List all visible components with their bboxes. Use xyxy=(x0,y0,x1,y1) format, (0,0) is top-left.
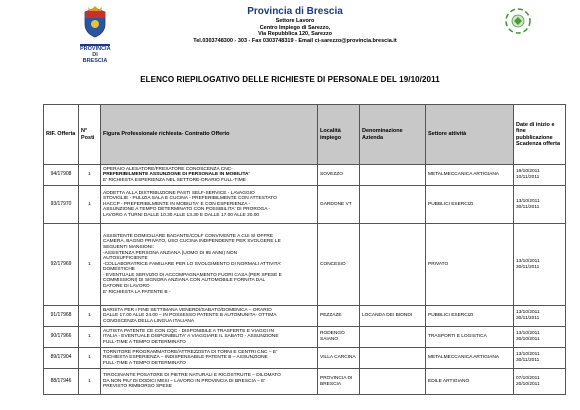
cell-localita: PROVINCIA DI BRESCIA xyxy=(318,369,360,395)
description-line: RICHIESTA ESPERIENZA – INDISPENSABILE PATENTE B – ASSUNZIONE xyxy=(103,355,268,361)
date-end: 30/11/2011 xyxy=(516,264,540,270)
cell-rif: 88/17946 xyxy=(44,369,79,395)
cell-date xyxy=(514,224,566,306)
cell-azienda xyxy=(360,327,426,348)
cell-localita: SOVEZZO xyxy=(318,165,360,186)
description-line: DOMESTICHE xyxy=(103,267,135,273)
date-start: 19/10/2011 xyxy=(516,169,540,175)
logo-text: PROVINCIA DI BRESCIA xyxy=(80,46,111,64)
description-line: SEGUENTI MANSIONI: xyxy=(103,244,154,250)
cell-date xyxy=(514,348,566,369)
cell-figura xyxy=(101,165,318,186)
description-line: TIROCINANTE POSATORE DI PIETRE NATURALI E RICOSTRUITE – DILOMATO xyxy=(103,373,281,379)
table-row xyxy=(44,369,566,395)
description-line: ADDETTA ALLA DISTRIBUZIONE PASTI SELF-SERVICE - LAVAGGIO xyxy=(103,190,255,196)
coat-of-arms-icon xyxy=(82,6,108,38)
description-line: ITALIA - EVENTUALE DISPONIBILITA' A VIAGGIARE IL SABATO - ASSUNZIONE xyxy=(103,334,279,340)
cell-azienda xyxy=(360,369,426,395)
description-line: - EVENTUALE SERVIZIO DI ACCOMPAGNAMENTO FUORI CASA (PER SPESE E xyxy=(103,272,282,278)
date-end: 20/10/2011 xyxy=(516,381,540,387)
cell-rif: 94/17908 xyxy=(44,165,79,186)
date-start: 13/10/2011 xyxy=(516,310,540,316)
cell-posti: 1 xyxy=(79,224,101,306)
date-end: 30/10/2011 xyxy=(516,337,540,342)
date-end: 30/11/2011 xyxy=(516,358,540,363)
date-start: 13/10/2011 xyxy=(516,258,540,264)
description-line: OPERAIO ALESATORE/FRESATORE CONOSCENZA CNC- xyxy=(103,166,233,172)
cell-rif: 91/17968 xyxy=(44,306,79,327)
cell-posti: 1 xyxy=(79,369,101,395)
description-line: -ASSISTENZA PERSONA ANZIANA (UOMO DI 85 ANNI) NON xyxy=(103,250,238,256)
cell-rif: 89/17904 xyxy=(44,348,79,369)
table-row xyxy=(44,186,566,224)
description-line: ASSISTENTE DOMICILIARE BADANTE/COLF CONVIVENTE A CUI SI OFFRE xyxy=(103,233,274,239)
cell-azienda xyxy=(360,165,426,186)
cell-posti: 1 xyxy=(79,186,101,224)
cell-settore: PRIVATO xyxy=(426,224,514,306)
table-row xyxy=(44,348,566,369)
header-date: Date di inizio e fine pubblicazione Scadenza offerta xyxy=(514,105,566,165)
table-row xyxy=(44,224,566,306)
description-line: CAMERA, BAGNO PRIVATO, USO CUCINA INDIPENDENTE PER SVOLGERE LE xyxy=(103,239,281,245)
description-line: STOVIGLIE - PULIZIA SALA E CUCINA - PREFERIBILMENTE CON ATTESTATO xyxy=(103,196,277,202)
sector-name: Settore Lavoro xyxy=(275,18,315,24)
cell-posti: 1 xyxy=(79,165,101,186)
cell-figura xyxy=(101,348,318,369)
cell-settore: PUBBLICI ESERCIZI xyxy=(426,186,514,224)
date-start: 07/10/2011 xyxy=(516,375,540,381)
cell-date xyxy=(514,186,566,224)
description-line: LAVORO A TURNI DALLE 10.30 ALLE 13.30 E DALLE 17.00 ALLE 20.00 xyxy=(103,212,260,218)
cell-localita: VILLA CARCINA xyxy=(318,348,360,369)
document-title: ELENCO RIEPILOGATIVO DELLE RICHIESTE DI PERSONALE DEL 19/10/2011 xyxy=(140,75,440,84)
description-line: FULL-TIME A TEMPO DETERMINATO xyxy=(103,339,186,345)
date-end: 30/11/2011 xyxy=(516,204,540,210)
description-line: PREFERIBILMENTE ASSUNZIONE DI PERSONALE IN MOBILITA' xyxy=(103,172,250,178)
date-start: 13/10/2011 xyxy=(516,331,540,337)
table-header-row xyxy=(44,105,566,165)
table-row xyxy=(44,165,566,186)
cell-date xyxy=(514,327,566,348)
center-name: Centro Impiego di Sarezzo, xyxy=(259,24,331,31)
header-figura: Figura Professionale richiesta- Contratto Offerto xyxy=(101,105,318,165)
description-line: TORNITORE PROGRAMMATORE/ATTREZZISTA DI TORNI E CENTRI CNC – E' xyxy=(103,349,277,355)
date-start: 13/10/2011 xyxy=(516,352,540,358)
description-line: DA NON PIU' DI DODICI MESI – LAVORO IN PROVINCIA DI BRESCIA – E' xyxy=(103,378,266,384)
description-line: E' RICHIESTA ESPERIENZA NEL SETTORE-ORARIO FULL-TIME xyxy=(103,177,246,183)
date-end: 30/11/2011 xyxy=(516,316,540,321)
cell-posti: 1 xyxy=(79,306,101,327)
cell-settore: EDILE ARTIGIANO xyxy=(426,369,514,395)
table-row xyxy=(44,306,566,327)
partner-logo-icon xyxy=(500,6,536,36)
cell-localita: CONCESIO xyxy=(318,224,360,306)
header-posti: N° Posti xyxy=(79,105,101,165)
description-line: AUTOSUFFICIENTE xyxy=(103,256,148,262)
cell-localita: RODENGO SAIANO xyxy=(318,327,360,348)
description-line: ASSUNZIONE A TEMPO DETERMINATO CON POSSIBILITA' DI PROROGA - xyxy=(103,207,271,213)
center-address: Via Repubblica 120, Sarezzo xyxy=(258,31,332,38)
cell-figura xyxy=(101,306,318,327)
cell-rif: 90/17966 xyxy=(44,327,79,348)
date-start: 13/10/2011 xyxy=(516,198,540,204)
cell-settore: METALMECCANICA ARTIGIANA xyxy=(426,165,514,186)
header-azienda: Denominazione Azienda xyxy=(360,105,426,165)
cell-rif: 93/17970 xyxy=(44,186,79,224)
cell-date xyxy=(514,369,566,395)
description-line: DATORE DI LAVORO xyxy=(103,284,150,290)
cell-figura xyxy=(101,224,318,306)
description-line: E' RICHIESTA LA PATENTE B - xyxy=(103,289,171,295)
date-end: 10/11/2011 xyxy=(516,175,540,180)
province-logo xyxy=(80,6,110,64)
cell-rif: 92/17969 xyxy=(44,224,79,306)
cell-posti: 1 xyxy=(79,327,101,348)
description-line: AUTISTA PATENTE CE CON CQC - DISPONIBILE A TRASFERTE E VIAGGI IN xyxy=(103,328,274,334)
cell-figura xyxy=(101,186,318,224)
contact-info: Tel.0303748300 - 303 - Fax 0303748319 - Email ci-sarezzo@provincia.brescia.it xyxy=(193,37,397,44)
table-row xyxy=(44,327,566,348)
province-name: Provincia di Brescia xyxy=(247,6,343,17)
cell-localita: GARDONE VT xyxy=(318,186,360,224)
description-line: -COLLABORATRICE FAMILIARE PER LO SVOLGIMENTO DI NORMALI ATTIVITA' xyxy=(103,261,282,267)
cell-azienda xyxy=(360,224,426,306)
cell-azienda: LOCANDA DEI BIONDI xyxy=(360,306,426,327)
header-localita: Località impiego xyxy=(318,105,360,165)
description-line: DALLE 17.00 ALLE 24.00 – IN POSSESSO PATENTE B AUTOMUNITA- OTTIMA xyxy=(103,313,277,319)
cell-settore: TRASPORTI E LOGISTICA xyxy=(426,327,514,348)
cell-figura xyxy=(101,327,318,348)
cell-settore: METALMECCANICA ARTIGIANA xyxy=(426,348,514,369)
header-rif: RIF. Offerta xyxy=(44,105,79,165)
description-line: PREVISTO RIMBORSO SPESE xyxy=(103,384,172,390)
description-line: BARISTA PER I FINE SETTIMANA VENERDI/SABATO/DOMENICA – ORARIO xyxy=(103,307,272,313)
cell-posti: 1 xyxy=(79,348,101,369)
cell-date xyxy=(514,306,566,327)
job-offers-table xyxy=(43,104,566,395)
cell-settore: PUBBLICI ESERCIZI xyxy=(426,306,514,327)
description-line: FULL-TIME A TEMPO DETERMINATO xyxy=(103,360,186,366)
cell-azienda xyxy=(360,348,426,369)
header-settore: Settore attività xyxy=(426,105,514,165)
cell-localita: PEZZAZE xyxy=(318,306,360,327)
cell-azienda xyxy=(360,186,426,224)
document-header xyxy=(150,6,440,44)
cell-figura xyxy=(101,369,318,395)
description-line: HACCP - PREFERIBILMENTE IN MOBILITA' E CON ESPERIENZA - xyxy=(103,201,251,207)
description-line: COMMISSIONI) DI SIGNORA ANZIANA CON AUTOMOBILE FORNITA DAL xyxy=(103,278,266,284)
cell-date xyxy=(514,165,566,186)
description-line: CONOSCENZA DELLA LINGUA ITALIANA xyxy=(103,318,195,324)
